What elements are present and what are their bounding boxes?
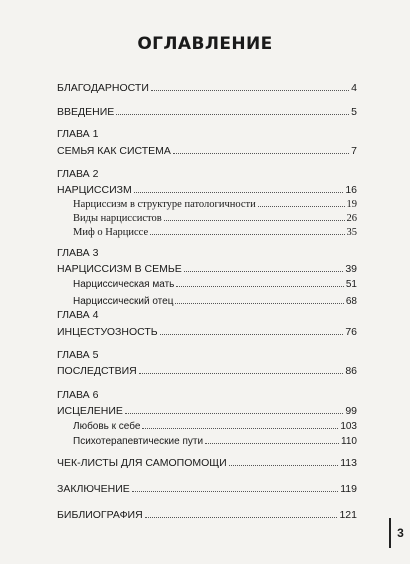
toc-entry-gratitude <box>57 80 357 94</box>
dot-leader <box>142 427 338 429</box>
entry-label: ПОСЛЕДСТВИЯ <box>57 365 137 377</box>
entry-page: 110 <box>341 436 357 447</box>
entry-label: БИБЛИОГРАФИЯ <box>57 509 143 521</box>
toc-entry-intro <box>57 104 357 118</box>
dot-leader <box>116 113 349 115</box>
dot-leader <box>164 219 345 221</box>
entry-label: НАРЦИССИЗМ В СЕМЬЕ <box>57 263 182 275</box>
dot-leader <box>139 372 344 374</box>
chapter-number: ГЛАВА 1 <box>57 128 99 140</box>
entry-page: 51 <box>345 279 357 290</box>
entry-page: 119 <box>340 483 357 495</box>
entry-page: 19 <box>346 199 357 210</box>
toc-heading: ОГЛАВЛЕНИЕ <box>137 34 273 54</box>
toc-entry-ch5 <box>57 363 357 377</box>
toc-subentry <box>57 276 357 290</box>
toc-entry-bibliography <box>57 507 357 521</box>
entry-page: 121 <box>339 509 357 521</box>
dot-leader <box>125 412 343 414</box>
dot-leader <box>145 516 338 518</box>
toc-entry-ch2 <box>57 182 357 196</box>
chapter-number: ГЛАВА 3 <box>57 247 99 259</box>
entry-page: 5 <box>351 106 357 118</box>
entry-label: Психотерапевтические пути <box>73 436 204 447</box>
toc-subentry <box>57 433 357 447</box>
entry-page: 35 <box>346 227 357 238</box>
entry-page: 99 <box>345 405 357 417</box>
entry-label: ИНЦЕСТУОЗНОСТЬ <box>57 326 158 338</box>
toc-entry-ch4 <box>57 324 357 338</box>
entry-page: 4 <box>351 82 357 94</box>
entry-page: 16 <box>345 184 357 196</box>
entry-label: Миф о Нарциссе <box>73 227 149 238</box>
entry-label: ИСЦЕЛЕНИЕ <box>57 405 123 417</box>
entry-page: 113 <box>340 457 357 469</box>
toc-entry-checklists <box>57 455 357 469</box>
entry-label: СЕМЬЯ КАК СИСТЕМА <box>57 145 171 157</box>
entry-page: 76 <box>345 326 357 338</box>
dot-leader <box>151 89 349 91</box>
dot-leader <box>160 333 344 335</box>
entry-label: Нарциссизм в структуре патологичности <box>73 199 256 210</box>
dot-leader <box>205 442 339 444</box>
entry-label: Любовь к себе <box>73 421 141 432</box>
chapter-number: ГЛАВА 5 <box>57 349 99 361</box>
toc-subentry <box>57 210 357 224</box>
dot-leader <box>134 191 344 193</box>
entry-label: ЗАКЛЮЧЕНИЕ <box>57 483 130 495</box>
chapter-number: ГЛАВА 2 <box>57 168 99 180</box>
toc-entry-conclusion <box>57 481 357 495</box>
entry-page: 7 <box>351 145 357 157</box>
entry-label: ЧЕК-ЛИСТЫ ДЛЯ САМОПОМОЩИ <box>57 457 227 469</box>
toc-subentry <box>57 418 357 432</box>
toc-entry-ch1 <box>57 143 357 157</box>
entry-page: 39 <box>345 263 357 275</box>
toc-subentry <box>57 224 357 238</box>
entry-label: Виды нарциссистов <box>73 213 162 224</box>
toc-subentry <box>57 196 357 210</box>
dot-leader <box>258 205 345 207</box>
entry-label: ВВЕДЕНИЕ <box>57 106 115 118</box>
entry-label: Нарциссическая мать <box>73 279 175 290</box>
dot-leader <box>150 233 344 235</box>
dot-leader <box>229 464 339 466</box>
page-number: 3 <box>389 518 410 548</box>
entry-page: 103 <box>340 421 357 432</box>
entry-label: Нарциссический отец <box>73 296 174 307</box>
entry-page: 86 <box>345 365 357 377</box>
dot-leader <box>132 490 339 492</box>
chapter-number: ГЛАВА 6 <box>57 389 99 401</box>
entry-label: БЛАГОДАРНОСТИ <box>57 82 149 94</box>
chapter-number: ГЛАВА 4 <box>57 309 99 321</box>
toc-entry-ch6 <box>57 403 357 417</box>
dot-leader <box>173 152 349 154</box>
dot-leader <box>176 285 344 287</box>
entry-page: 26 <box>346 213 357 224</box>
entry-label: НАРЦИССИЗМ <box>57 184 132 196</box>
dot-leader <box>175 302 343 304</box>
dot-leader <box>184 270 344 272</box>
toc-subentry <box>57 293 357 307</box>
toc-entry-ch3 <box>57 261 357 275</box>
entry-page: 68 <box>345 296 357 307</box>
